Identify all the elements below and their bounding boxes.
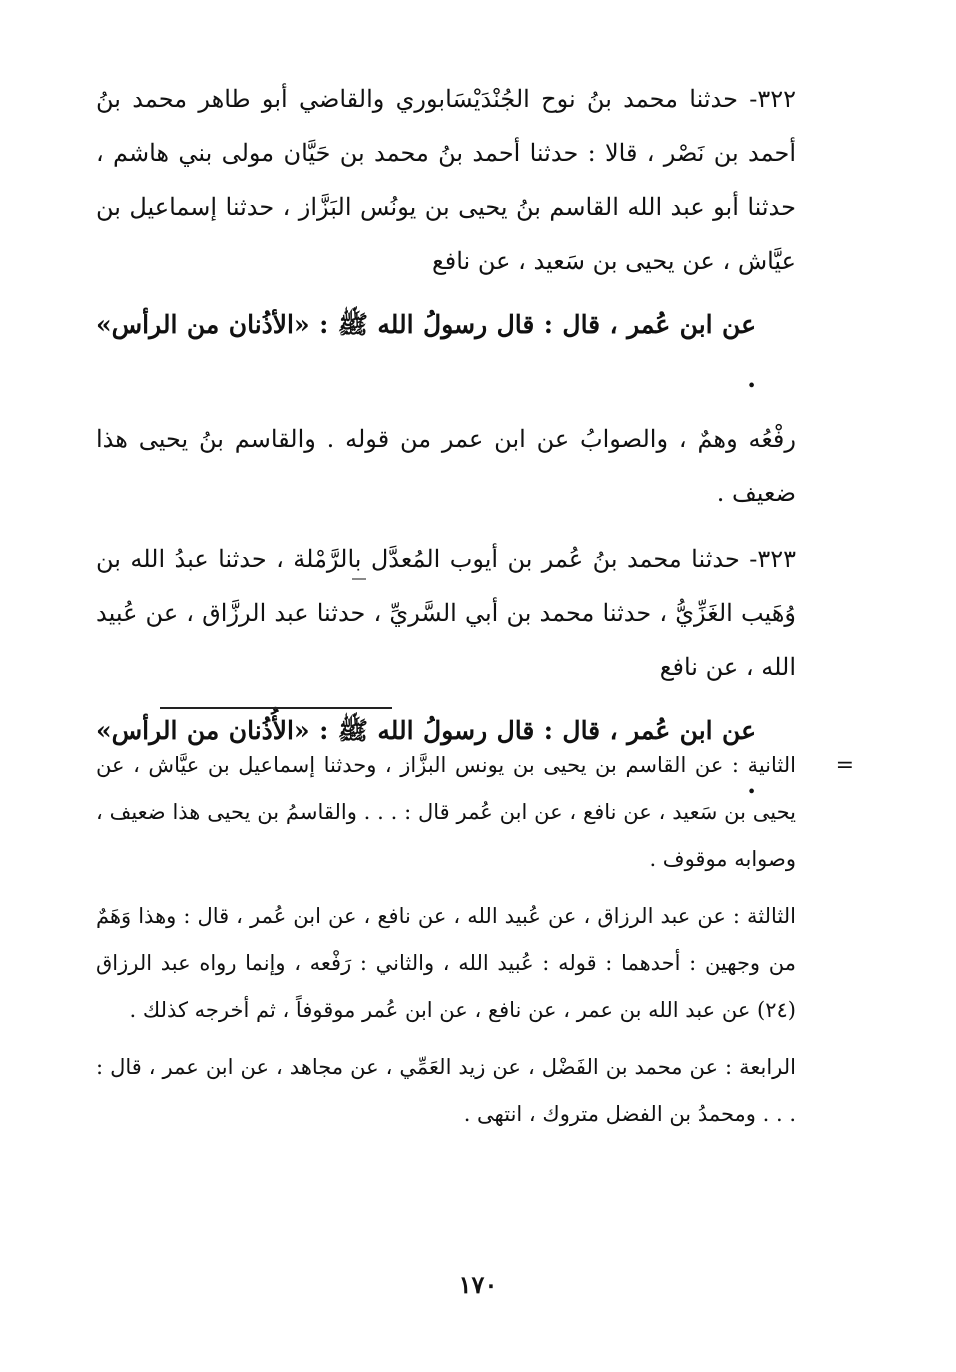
hadith-323-matn: عن ابن عُمر ، قال : قال رسولُ الله ﷺ : «الأُذُنان من الرأس» . <box>96 716 756 799</box>
footnote-item: الرابعة : عن محمد بن الفَضْل ، عن زيد العَمِّي ، عن مجاهد ، عن ابن عمر ، قال : . . . ومحمدُ بن الفضل متروك ، انتهى . <box>96 1055 796 1126</box>
continuation-mark: = <box>835 753 854 778</box>
hadith-323-isnad: ٣٢٣- حدثنا محمد بنُ عُمر بن أيوب المُعدَّل بالرَّمْلة ، حدثنا عبدُ الله بن وُهَيب الغَزِّيُّ ، حدثنا محمد بن أبي السَّريِّ ، حدثنا عبد الرزَّاق ، عن عُبيد الله ، عن نافع <box>96 545 796 681</box>
footnote-item: الثالثة : عن عبد الرزاق ، عن عُبيد الله ، عن نافع ، عن ابن عُمر ، قال : وهذا وَهَمٌ من وجهين : أحدهما : قوله : عُبيد الله ، والثاني : رَفْعه ، وإنما رواه عبد الرزاق (٢٤) عن عبد الله بن عمر ، عن نافع ، عن ابن عُمر موقوفاً ، ثم أخرجه كذلك . <box>96 904 796 1022</box>
footnote-separator <box>160 707 392 709</box>
hadith-322-isnad: ٣٢٢- حدثنا محمد بنُ نوح الجُنْدَيْسَابوري والقاضي أبو طاهر محمد بنُ أحمد بن نَصْر ، قالا : حدثنا أحمد بنُ محمد بن حَيَّان مولى بني هاشم ، حدثنا أبو عبد الله القاسم بنُ يحيى بن يونُس البَزَّاز ، حدثنا إسماعيل بن عيَّاش ، عن يحيى بن سَعيد ، عن نافع <box>96 85 796 275</box>
print-speck <box>352 578 366 580</box>
footnote-item <box>96 742 854 883</box>
main-text-block <box>96 72 796 812</box>
hadith-322-matn: عن ابن عُمر ، قال : قال رسولُ الله ﷺ : «الأذُنان من الرأس» . <box>96 310 756 393</box>
footnotes-block <box>96 742 854 1138</box>
footnote-text: الثانية : عن القاسم بن يحيى بن يونس البزَّاز ، وحدثنا إسماعيل بن عيَّاش ، عن يحيى بن سَعيد ، عن نافع ، عن ابن عُمر قال : . . . والقاسمُ بن يحيى هذا ضعيف ، وصوابه موقوف . <box>96 753 796 871</box>
hadith-322-note: رفْعُه وهمٌ ، والصوابُ عن ابن عمر من قوله . والقاسم بنُ يحيى هذا ضعيف . <box>96 425 796 507</box>
page-number: ١٧٠ <box>458 1270 498 1299</box>
